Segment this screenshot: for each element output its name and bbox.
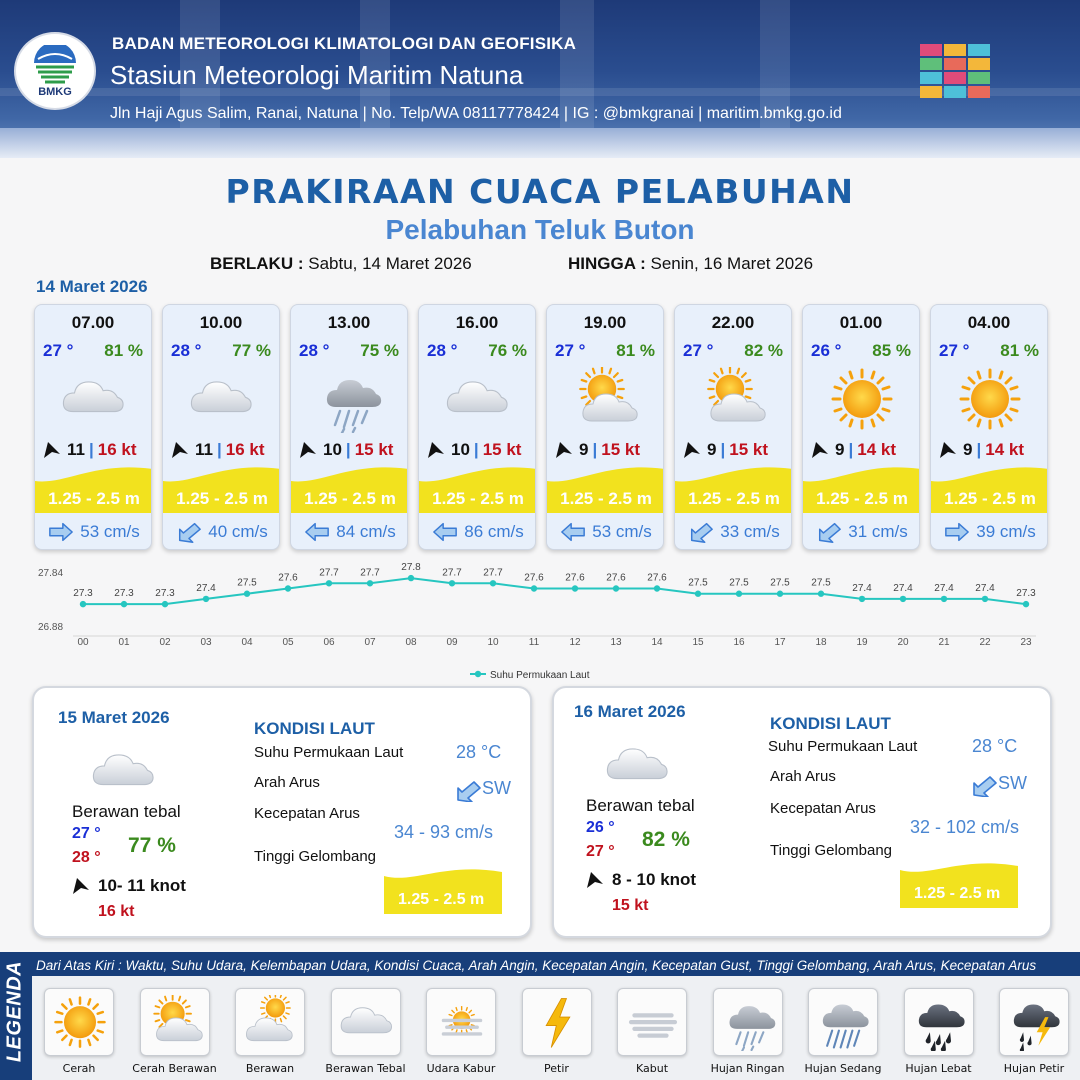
legend-item-hujan-lebat: [904, 988, 974, 1056]
hourly-card: [34, 304, 152, 550]
humidity: 85 %: [872, 341, 911, 360]
wave-height: 1.25 - 2.5 m: [48, 489, 140, 508]
data-label: 27.5: [729, 577, 749, 589]
forecast-time: 13.00: [327, 313, 371, 332]
wave-height: 1.25 - 2.5 m: [176, 489, 268, 508]
daily-temp-max: 27 °: [586, 843, 615, 860]
current-info: [547, 515, 664, 549]
wave-height-value: 1.25 - 2.5 m: [398, 891, 485, 908]
x-tick-label: 19: [856, 637, 868, 648]
humidity: 75 %: [360, 341, 399, 360]
x-tick-label: 15: [692, 637, 704, 648]
data-label: 27.7: [483, 567, 503, 579]
gust-speed: 15 kt: [354, 440, 394, 459]
current-direction-value: SW: [482, 778, 511, 798]
x-tick-label: 17: [774, 637, 786, 648]
daily-temp-min: 26 °: [586, 819, 615, 836]
sea-surface-temperature-chart: [30, 560, 1050, 684]
x-tick-label: 12: [569, 637, 581, 648]
data-point: [859, 596, 865, 602]
daily-condition: Berawan tebal: [72, 802, 181, 821]
legend-item-label: Petir: [544, 1062, 569, 1075]
valid-from-label: BERLAKU :: [210, 254, 304, 273]
data-point: [818, 591, 824, 597]
current-speed: 33 cm/s: [720, 522, 780, 541]
kondisi-laut-heading: KONDISI LAUT: [254, 719, 375, 738]
x-tick-label: 09: [446, 637, 458, 648]
data-point: [80, 601, 86, 607]
gust-speed: 16 kt: [225, 440, 265, 459]
wind-separator: |: [720, 440, 726, 459]
legend-item-kabut: [617, 988, 687, 1056]
legend-item-label: Berawan Tebal: [325, 1062, 406, 1075]
wave-height: 1.25 - 2.5 m: [688, 489, 780, 508]
gust-speed: 14 kt: [985, 440, 1024, 459]
daily-forecast-2: [552, 686, 1052, 938]
wind-info: [171, 439, 279, 461]
forecast-time: 19.00: [583, 313, 627, 332]
current-speed: 40 cm/s: [208, 522, 268, 541]
current-info: [419, 515, 536, 549]
data-point: [490, 580, 496, 586]
forecast-time: 01.00: [839, 313, 883, 332]
hujan-ringan-icon: [722, 995, 776, 1051]
wind-info: [555, 439, 663, 461]
gust-speed: 15 kt: [482, 440, 522, 459]
air-temperature: 28 °: [427, 341, 458, 360]
data-point: [900, 596, 906, 602]
data-label: 27.4: [975, 582, 995, 594]
wind-speed: 11: [195, 440, 213, 459]
data-label: 27.4: [852, 582, 872, 594]
wind-direction-icon: [72, 877, 90, 895]
legend-description: Dari Atas Kiri : Waktu, Suhu Udara, Kelembapan Udara, Kondisi Cuaca, Arah Angin, Kecepatan Angin, Kecepatan Gust, Tinggi Gelombang, Arah Arus, Kecepatan Arus: [36, 958, 1037, 973]
wind-separator: |: [473, 440, 479, 459]
data-label: 27.5: [688, 577, 708, 589]
hourly-date: 14 Maret 2026: [36, 277, 148, 296]
hujan-sedang-icon: [817, 995, 871, 1051]
legend-label: Suhu Permukaan Laut: [490, 670, 590, 681]
x-tick-label: 13: [610, 637, 622, 648]
wave-height: 1.25 - 2.5 m: [560, 489, 652, 508]
current-direction-icon: [176, 521, 202, 543]
hourly-card: [418, 304, 536, 550]
humidity: 81 %: [1000, 341, 1039, 360]
x-tick-label: 18: [815, 637, 827, 648]
cerah-berawan-icon: [569, 367, 643, 433]
wind-direction-icon: [171, 441, 189, 459]
data-label: 27.4: [196, 582, 216, 594]
berawan-tebal-icon: [92, 740, 156, 790]
current-info: [675, 515, 792, 549]
x-tick-label: 14: [651, 637, 663, 648]
x-tick-label: 07: [364, 637, 376, 648]
current-speed-value: 34 - 93 cm/s: [394, 822, 494, 842]
current-info: [291, 515, 408, 549]
data-point: [162, 601, 168, 607]
data-label: 27.4: [893, 582, 913, 594]
data-label: 27.3: [114, 588, 134, 600]
data-label: 27.7: [442, 567, 462, 579]
organization-name: BADAN METEOROLOGI KLIMATOLOGI DAN GEOFISIKA: [112, 34, 577, 53]
daily-forecast-1: [32, 686, 532, 938]
data-label: 27.5: [237, 577, 257, 589]
gust-speed: 15 kt: [601, 440, 640, 459]
wind-speed: 11: [67, 440, 85, 459]
legend-item-udara-kabur: [426, 988, 496, 1056]
x-tick-label: 05: [282, 637, 294, 648]
hourly-card: [290, 304, 408, 550]
x-tick-label: 01: [118, 637, 130, 648]
hourly-card: [546, 304, 664, 550]
humidity: 77 %: [232, 341, 271, 360]
wind-separator: |: [976, 440, 982, 459]
data-label: 27.3: [155, 588, 175, 600]
wind-direction-icon: [555, 441, 573, 459]
station-name: Stasiun Meteorologi Maritim Natuna: [110, 60, 524, 90]
logo-text: BMKG: [38, 85, 72, 98]
legend-item-label: Cerah: [62, 1062, 96, 1075]
sst-label: Suhu Permukaan Laut: [768, 738, 918, 755]
legend-item-hujan-petir: [999, 988, 1069, 1056]
wind-info: [427, 439, 535, 461]
wind-info: [43, 439, 151, 461]
data-point: [285, 585, 291, 591]
hujan-ringan-icon: [313, 367, 387, 433]
data-point: [982, 596, 988, 602]
x-tick-label: 00: [77, 637, 89, 648]
current-speed: 86 cm/s: [464, 522, 524, 541]
humidity: 81 %: [616, 341, 655, 360]
current-direction-icon: [304, 521, 330, 543]
berawan-icon: [244, 995, 298, 1051]
air-temperature: 28 °: [299, 341, 330, 360]
data-point: [654, 585, 660, 591]
data-point: [777, 591, 783, 597]
current-arrow-sw-icon: [970, 775, 998, 797]
daily-date: 15 Maret 2026: [58, 708, 170, 727]
x-tick-label: 02: [159, 637, 171, 648]
wave-height-value: 1.25 - 2.5 m: [914, 885, 1001, 902]
daily-wind-speed: 8 - 10 knot: [612, 870, 697, 889]
current-info: [931, 515, 1048, 549]
humidity: 76 %: [488, 341, 527, 360]
data-label: 27.6: [524, 572, 544, 584]
daily-wind: [586, 870, 696, 890]
legend-item-label: Kabut: [635, 1062, 669, 1075]
berawan-tebal-icon: [57, 367, 131, 433]
current-direction-value: SW: [998, 773, 1027, 793]
berawan-tebal-icon: [340, 995, 394, 1051]
page-title: PRAKIRAAN CUACA PELABUHAN: [225, 172, 855, 211]
data-point: [203, 596, 209, 602]
legend-item-cerah: [44, 988, 114, 1056]
data-point: [1023, 601, 1029, 607]
x-tick-label: 04: [241, 637, 253, 648]
current-direction-icon: [944, 521, 970, 543]
legend-item-berawan: [235, 988, 305, 1056]
legend-item-label: Berawan: [245, 1062, 295, 1075]
hourly-card: [162, 304, 280, 550]
data-label: 27.7: [319, 567, 339, 579]
air-temperature: 27 °: [555, 341, 586, 360]
wind-separator: |: [216, 440, 222, 459]
wind-separator: |: [848, 440, 854, 459]
y-tick-label: 26.88: [38, 622, 64, 633]
wind-info: [299, 439, 407, 461]
data-point: [326, 580, 332, 586]
berawan-tebal-icon: [606, 734, 670, 784]
wind-direction-icon: [811, 441, 829, 459]
daily-condition: Berawan tebal: [586, 796, 695, 815]
data-point: [367, 580, 373, 586]
legend-swatch-dot: [475, 671, 481, 677]
cerah-icon: [53, 995, 107, 1051]
x-tick-label: 21: [938, 637, 950, 648]
forecast-time: 22.00: [711, 313, 755, 332]
wind-info: [683, 439, 791, 461]
series-line: [83, 578, 1026, 604]
bmkg-logo: [14, 32, 96, 110]
current-speed: 31 cm/s: [848, 522, 908, 541]
x-tick-label: 11: [528, 637, 540, 648]
current-direction-icon: [48, 521, 74, 543]
legend-item-label: Hujan Petir: [1003, 1062, 1065, 1075]
daily-temp-max: 28 °: [72, 849, 101, 866]
current-info: [163, 515, 280, 549]
wind-speed: 9: [579, 440, 589, 459]
data-label: 27.8: [401, 562, 421, 574]
hujan-lebat-icon: [913, 995, 967, 1051]
wind-speed: 9: [963, 440, 973, 459]
current-direction-icon: [816, 521, 842, 543]
legend-title: LEGENDA: [3, 960, 26, 1063]
data-label: 27.3: [73, 588, 93, 600]
forecast-time: 10.00: [199, 313, 243, 332]
wind-speed: 10: [451, 440, 470, 459]
legend-item-cerah-berawan: [140, 988, 210, 1056]
berawan-tebal-icon: [441, 367, 515, 433]
current-arrow-sw-icon: [454, 780, 482, 802]
forecast-time: 16.00: [455, 313, 499, 332]
valid-from-value: Sabtu, 14 Maret 2026: [308, 254, 472, 273]
wave-height-label: Tinggi Gelombang: [254, 848, 377, 865]
hourly-card: [930, 304, 1048, 550]
data-label: 27.6: [565, 572, 585, 584]
current-direction-icon: [560, 521, 586, 543]
data-point: [121, 601, 127, 607]
gust-speed: 15 kt: [729, 440, 768, 459]
daily-humidity: 82 %: [642, 828, 690, 851]
humidity: 82 %: [744, 341, 783, 360]
station-address: Jln Haji Agus Salim, Ranai, Natuna | No. Telp/WA 08117778424 | IG : @bmkgranai | maritim.bmkg.go.id: [110, 105, 842, 122]
x-tick-label: 03: [200, 637, 212, 648]
wind-direction-icon: [427, 441, 445, 459]
legend-item-label: Hujan Lebat: [905, 1062, 972, 1075]
current-info: [35, 515, 152, 549]
gust-speed: 14 kt: [857, 440, 896, 459]
current-speed: 84 cm/s: [336, 522, 396, 541]
daily-gust: 15 kt: [612, 897, 649, 914]
cerah-icon: [825, 367, 899, 433]
air-temperature: 27 °: [939, 341, 970, 360]
legend-item-label: Hujan Ringan: [710, 1062, 785, 1075]
valid-to-value: Senin, 16 Maret 2026: [650, 254, 814, 273]
legend-item-petir: [522, 988, 592, 1056]
legend-item-hujan-ringan: [713, 988, 783, 1056]
wind-separator: |: [88, 440, 94, 459]
current-speed: 53 cm/s: [592, 522, 652, 541]
forecast-time: 07.00: [71, 313, 115, 332]
legend: [0, 952, 1080, 1080]
x-tick-label: 20: [897, 637, 909, 648]
x-tick-label: 08: [405, 637, 417, 648]
wind-direction-icon: [939, 441, 957, 459]
sst-label: Suhu Permukaan Laut: [254, 744, 404, 761]
wind-direction-icon: [683, 441, 701, 459]
x-tick-label: 23: [1020, 637, 1032, 648]
current-speed: 53 cm/s: [80, 522, 140, 541]
cerah-berawan-icon: [697, 367, 771, 433]
current-speed-label: Kecepatan Arus: [254, 805, 360, 822]
data-point: [613, 585, 619, 591]
daily-wind: [72, 876, 186, 896]
wave-height: 1.25 - 2.5 m: [304, 489, 396, 508]
data-point: [531, 585, 537, 591]
hujan-petir-icon: [1008, 995, 1062, 1051]
kabut-icon: [626, 995, 680, 1051]
x-tick-label: 10: [487, 637, 499, 648]
petir-icon: [531, 995, 585, 1051]
current-direction-label: Arah Arus: [770, 768, 836, 785]
legend-item-berawan-tebal: [331, 988, 401, 1056]
sst-value: 28 °C: [456, 742, 502, 762]
wave-height: 1.25 - 2.5 m: [432, 489, 524, 508]
wave-height: 1.25 - 2.5 m: [816, 489, 908, 508]
cerah-berawan-icon: [149, 995, 203, 1051]
current-speed: 39 cm/s: [976, 522, 1036, 541]
kondisi-laut-heading: KONDISI LAUT: [770, 714, 891, 733]
wind-info: [939, 439, 1047, 461]
x-tick-label: 16: [733, 637, 745, 648]
data-label: 27.5: [770, 577, 790, 589]
data-point: [244, 591, 250, 597]
data-label: 27.6: [647, 572, 667, 584]
berawan-tebal-icon: [185, 367, 259, 433]
humidity: 81 %: [104, 341, 143, 360]
valid-to-label: HINGGA :: [568, 254, 646, 273]
wind-speed: 9: [707, 440, 717, 459]
data-point: [695, 591, 701, 597]
y-tick-label: 27.84: [38, 568, 64, 579]
wind-direction-icon: [299, 441, 317, 459]
wave-height-label: Tinggi Gelombang: [770, 842, 893, 859]
data-label: 27.3: [1016, 588, 1036, 600]
current-speed-value: 32 - 102 cm/s: [910, 817, 1020, 837]
x-tick-label: 06: [323, 637, 335, 648]
legend-item-hujan-sedang: [808, 988, 878, 1056]
legend-item-label: Cerah Berawan: [132, 1062, 217, 1075]
data-point: [736, 591, 742, 597]
air-temperature: 26 °: [811, 341, 842, 360]
daily-humidity: 77 %: [128, 834, 176, 857]
daily-temp-min: 27 °: [72, 825, 101, 842]
forecast-time: 04.00: [967, 313, 1011, 332]
data-label: 27.6: [278, 572, 298, 584]
daily-date: 16 Maret 2026: [574, 702, 686, 721]
data-point: [408, 575, 414, 581]
current-info: [803, 515, 920, 549]
wind-speed: 10: [323, 440, 342, 459]
current-direction-label: Arah Arus: [254, 774, 320, 791]
air-temperature: 27 °: [43, 341, 74, 360]
wind-direction-icon: [586, 871, 604, 889]
x-tick-label: 22: [979, 637, 991, 648]
current-speed-label: Kecepatan Arus: [770, 800, 876, 817]
current-direction-icon: [432, 521, 458, 543]
data-point: [572, 585, 578, 591]
data-label: 27.5: [811, 577, 831, 589]
wave-height: 1.25 - 2.5 m: [944, 489, 1036, 508]
data-label: 27.6: [606, 572, 626, 584]
data-point: [449, 580, 455, 586]
port-name: Pelabuhan Teluk Buton: [385, 214, 695, 245]
valid-from: [210, 254, 472, 274]
wind-speed: 9: [835, 440, 845, 459]
legend-item-label: Hujan Sedang: [804, 1062, 882, 1075]
valid-to: [568, 254, 813, 274]
wind-separator: |: [345, 440, 351, 459]
legend-item-label: Udara Kabur: [426, 1062, 496, 1075]
sst-value: 28 °C: [972, 736, 1018, 756]
udara-kabur-icon: [435, 995, 489, 1051]
wind-direction-icon: [43, 441, 61, 459]
daily-wind-speed: 10- 11 knot: [98, 876, 186, 895]
hourly-card: [674, 304, 792, 550]
hourly-card: [802, 304, 920, 550]
current-direction-icon: [688, 521, 714, 543]
data-label: 27.4: [934, 582, 954, 594]
data-point: [941, 596, 947, 602]
gust-speed: 16 kt: [97, 440, 137, 459]
air-temperature: 27 °: [683, 341, 714, 360]
wind-separator: |: [592, 440, 598, 459]
cerah-icon: [953, 367, 1027, 433]
air-temperature: 28 °: [171, 341, 202, 360]
header-banner: [0, 0, 1080, 158]
data-label: 27.7: [360, 567, 380, 579]
daily-gust: 16 kt: [98, 903, 135, 920]
wind-info: [811, 439, 919, 461]
